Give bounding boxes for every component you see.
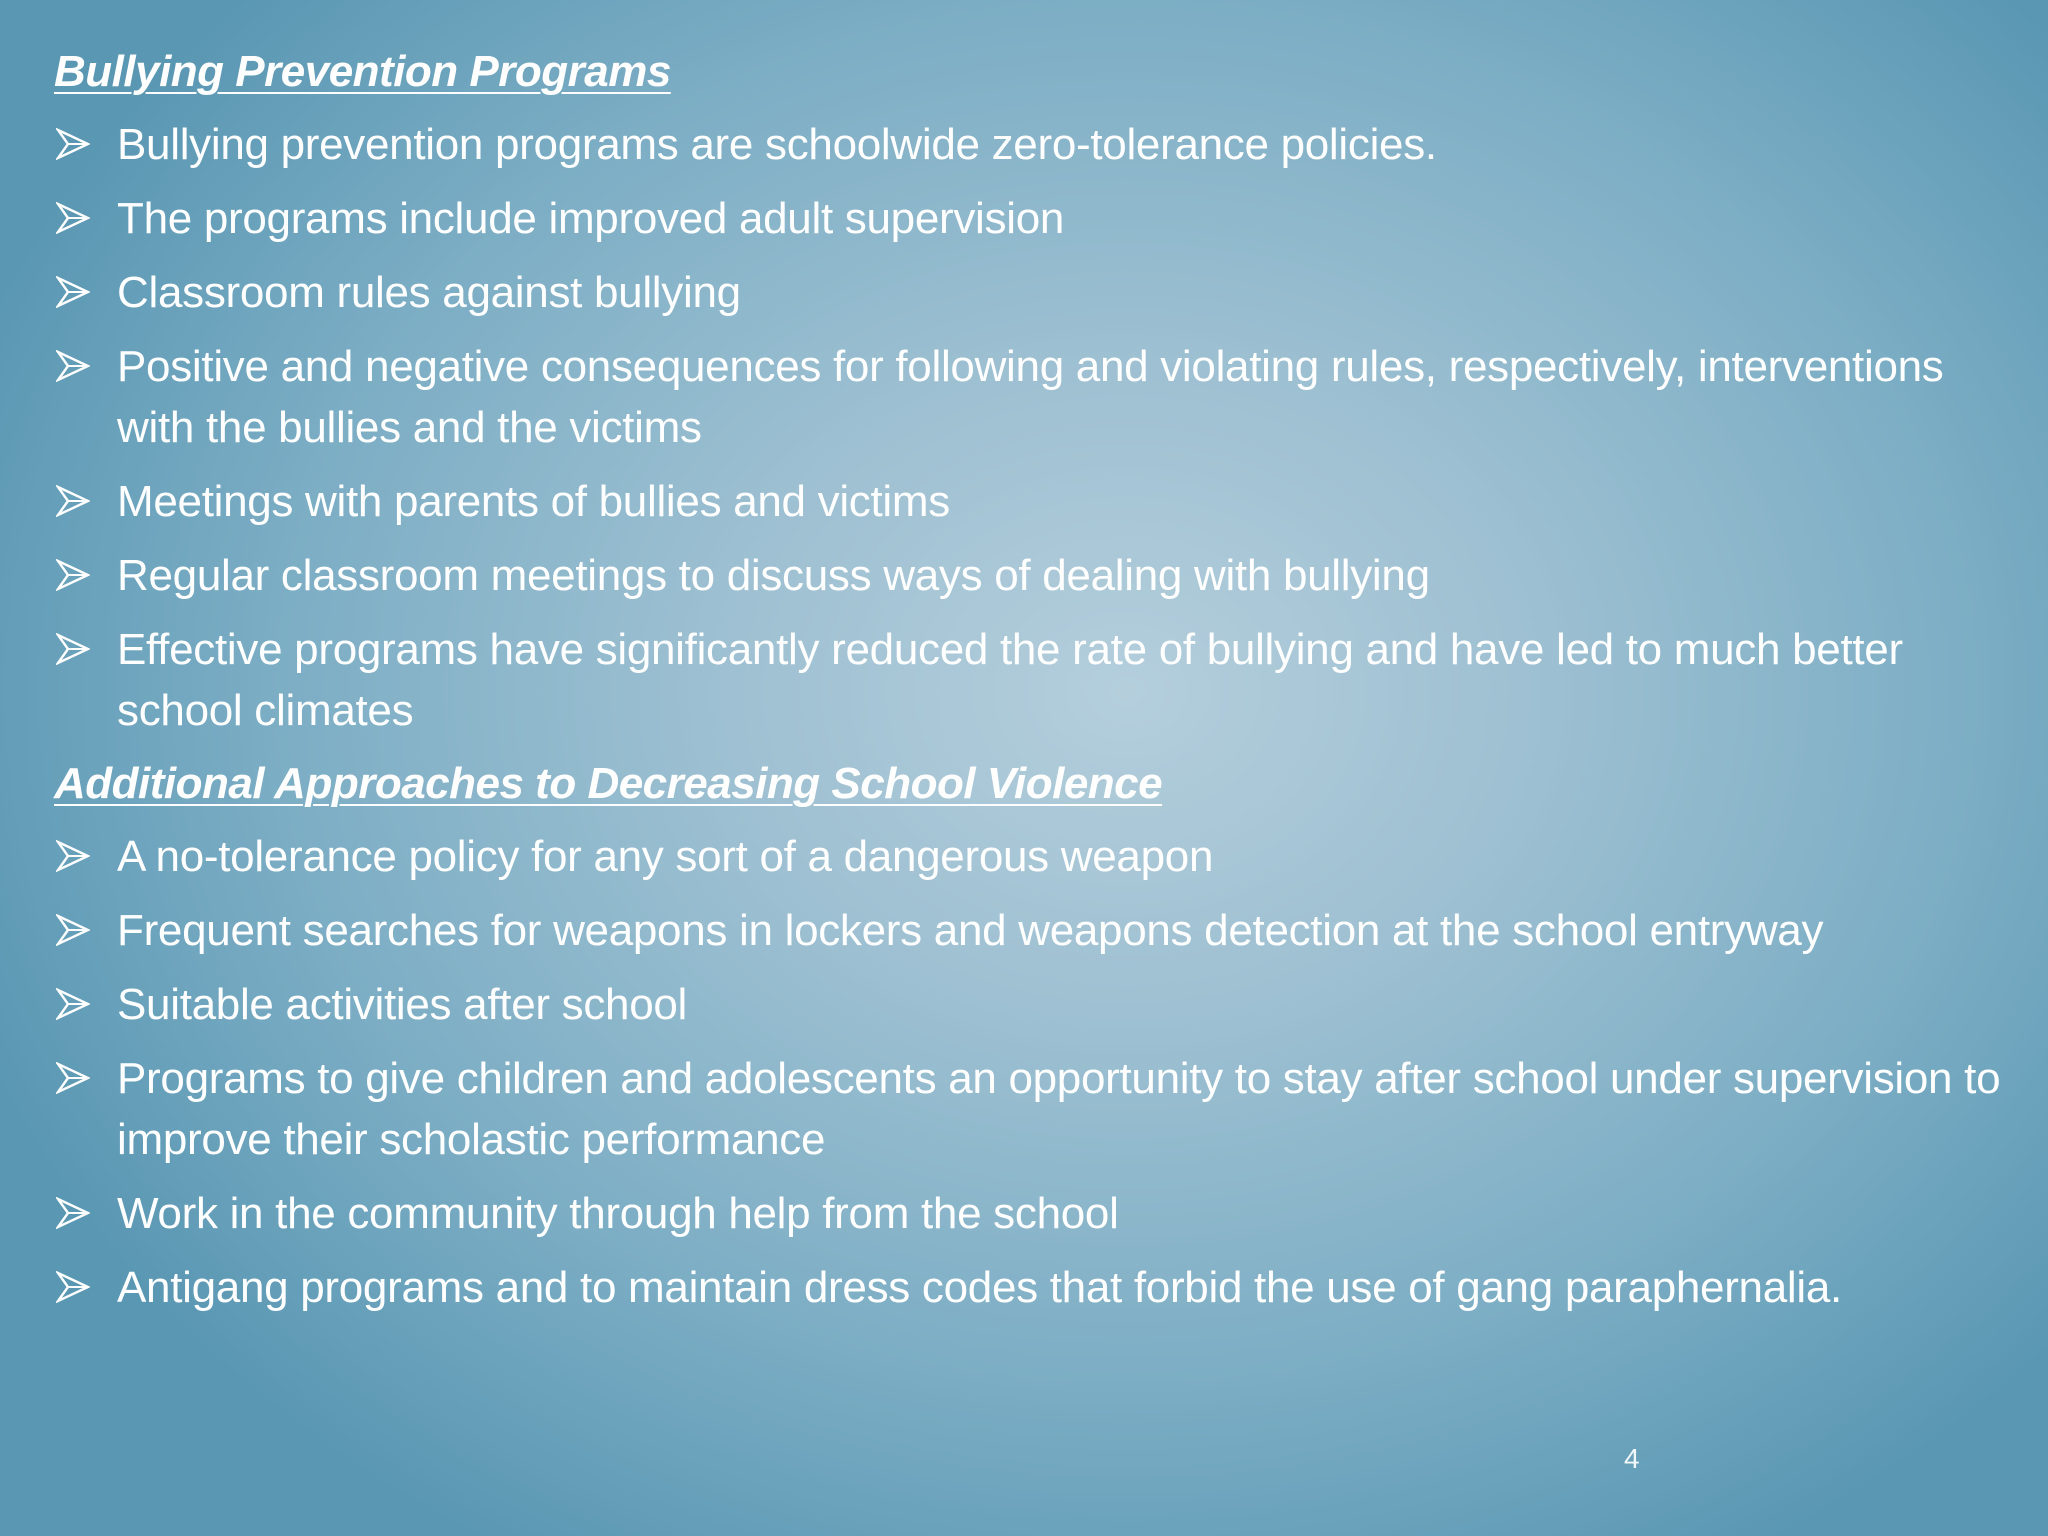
arrowhead-bullet-icon [56,1197,90,1229]
list-item-text: The programs include improved adult supervision [117,194,1065,243]
arrowhead-bullet-icon [56,1062,90,1094]
list-item-text: Positive and negative consequences for following and violating rules, respectively, interventions with the bullies and the victims [117,342,1944,452]
list-item-text: Suitable activities after school [117,980,688,1029]
arrowhead-bullet-icon [56,633,90,665]
list-item-text: Classroom rules against bullying [117,268,741,317]
additional-approaches-list [54,826,2014,1318]
section-heading-additional-approaches: Additional Approaches to Decreasing School Violence [54,759,1163,808]
list-item [54,1257,2014,1318]
list-item [54,262,2014,323]
list-item [54,545,2014,606]
list-item [54,1048,2014,1170]
list-item-text: Bullying prevention programs are schoolwide zero-tolerance policies. [117,120,1437,169]
section-heading-bullying-prevention: Bullying Prevention Programs [54,47,671,96]
list-item [54,974,2014,1035]
list-item-text: Regular classroom meetings to discuss ways of dealing with bullying [117,551,1430,600]
arrowhead-bullet-icon [56,350,90,382]
list-item-text: Meetings with parents of bullies and victims [117,477,950,526]
list-item-text: Work in the community through help from the school [117,1189,1119,1238]
list-item-text: Programs to give children and adolescents an opportunity to stay after school under supervision to improve their scholastic performance [117,1054,2001,1164]
arrowhead-bullet-icon [56,276,90,308]
arrowhead-bullet-icon [56,988,90,1020]
arrowhead-bullet-icon [56,914,90,946]
list-item [54,900,2014,961]
list-item-text: Effective programs have significantly reduced the rate of bullying and have led to much better school climates [117,625,1903,735]
arrowhead-bullet-icon [56,559,90,591]
list-item [54,114,2014,175]
list-item-text: Antigang programs and to maintain dress codes that forbid the use of gang paraphernalia. [117,1263,1842,1312]
arrowhead-bullet-icon [56,485,90,517]
arrowhead-bullet-icon [56,1271,90,1303]
page-number: 4 [1624,1443,1640,1474]
list-item [54,471,2014,532]
list-item [54,336,2014,458]
arrowhead-bullet-icon [56,128,90,160]
slide-content [54,42,2014,1331]
list-item [54,188,2014,249]
arrowhead-bullet-icon [56,840,90,872]
list-item [54,826,2014,887]
list-item [54,619,2014,741]
arrowhead-bullet-icon [56,202,90,234]
list-item-text: A no-tolerance policy for any sort of a dangerous weapon [117,832,1214,881]
bullying-prevention-list [54,114,2014,741]
list-item-text: Frequent searches for weapons in lockers and weapons detection at the school entryway [117,906,1824,955]
list-item [54,1183,2014,1244]
